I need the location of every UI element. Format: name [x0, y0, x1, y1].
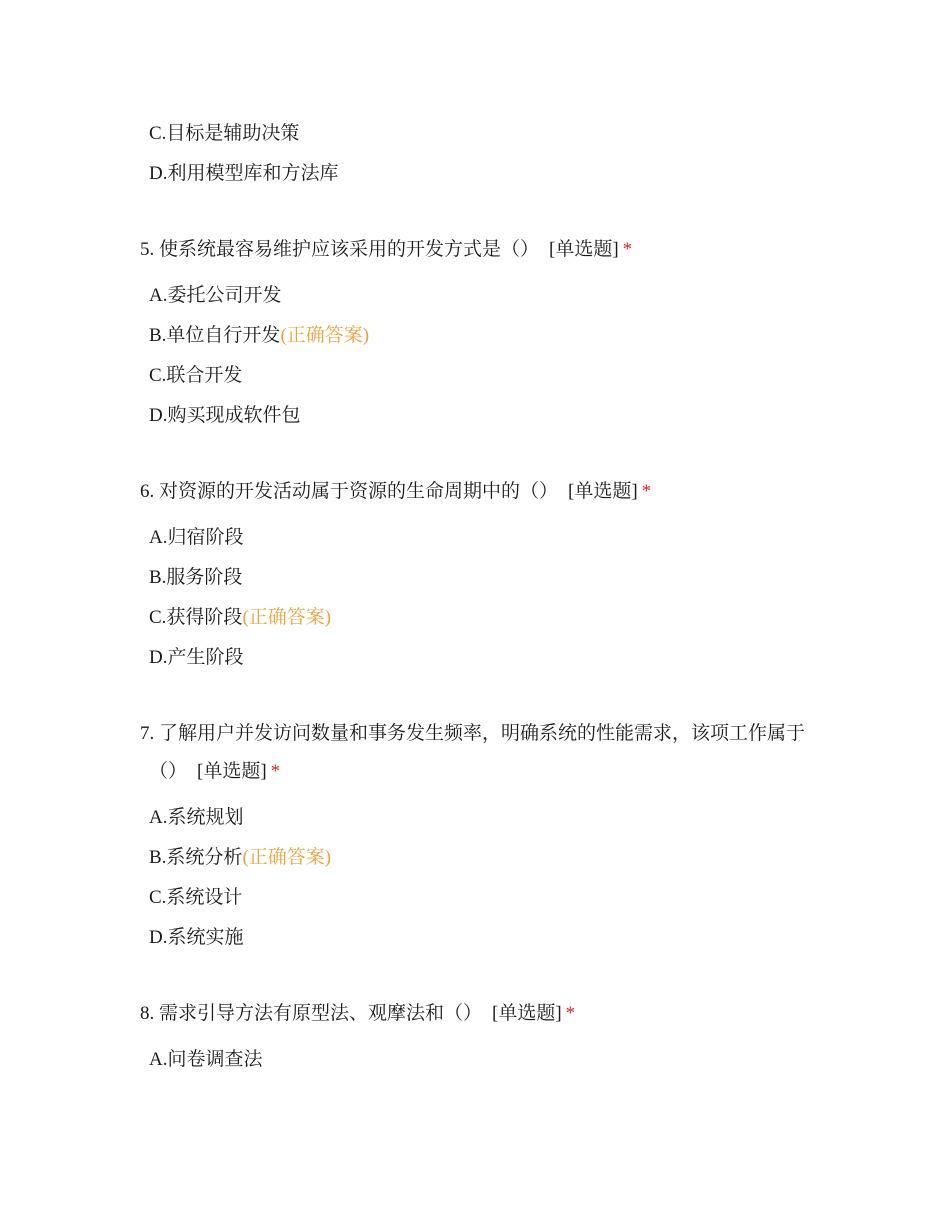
required-mark: *	[641, 481, 652, 502]
question-text: 6. 对资源的开发活动属于资源的生命周期中的（）	[140, 481, 559, 502]
question-text: 5. 使系统最容易维护应该采用的开发方式是（）	[140, 239, 540, 260]
q7-option-b	[149, 846, 331, 870]
q7-option-a	[149, 806, 243, 830]
option-text: A.系统规划	[149, 807, 244, 828]
q7-option-d	[149, 926, 243, 950]
q7-option-c	[149, 886, 242, 910]
question-type: [单选题]	[568, 481, 638, 502]
q8-title	[140, 1002, 575, 1026]
q5-option-b	[149, 324, 369, 348]
q5-option-c	[149, 364, 242, 388]
q6-option-a	[149, 526, 243, 550]
question-text: 7. 了解用户并发访问数量和事务发生频率，明确系统的性能需求，该项工作属于	[140, 723, 806, 744]
option-text: C.目标是辅助决策	[149, 123, 300, 144]
required-mark: *	[270, 761, 281, 782]
q6-title	[140, 480, 651, 504]
q5-option-d	[149, 404, 300, 428]
q6-option-d	[149, 646, 243, 670]
q6-option-c	[149, 606, 331, 630]
question-text: （）	[149, 761, 188, 782]
required-mark: *	[622, 239, 633, 260]
q7-title-continued	[149, 760, 280, 784]
required-mark: *	[565, 1003, 576, 1024]
correct-answer-marker: (正确答案)	[242, 607, 332, 628]
q8-option-a	[149, 1048, 262, 1072]
option-text: C.联合开发	[149, 365, 243, 386]
option-text: A.问卷调查法	[149, 1049, 263, 1070]
option-text: A.委托公司开发	[149, 285, 282, 306]
q6-option-b	[149, 566, 242, 590]
option-text: D.利用模型库和方法库	[149, 163, 339, 184]
option-text: B.服务阶段	[149, 567, 243, 588]
correct-answer-marker: (正确答案)	[242, 847, 332, 868]
question-type: [单选题]	[197, 761, 267, 782]
question-type: [单选题]	[549, 239, 619, 260]
option-text: D.购买现成软件包	[149, 405, 301, 426]
correct-answer-marker: (正确答案)	[280, 325, 370, 346]
question-text: 8. 需求引导方法有原型法、观摩法和（）	[140, 1003, 483, 1024]
q4-option-d	[149, 162, 338, 186]
option-text: C.获得阶段	[149, 607, 243, 628]
q5-option-a	[149, 284, 281, 308]
option-text: B.单位自行开发	[149, 325, 281, 346]
option-text: D.系统实施	[149, 927, 244, 948]
option-text: A.归宿阶段	[149, 527, 244, 548]
question-type: [单选题]	[492, 1003, 562, 1024]
option-text: C.系统设计	[149, 887, 243, 908]
q4-option-c	[149, 122, 299, 146]
q7-title	[140, 722, 805, 746]
option-text: B.系统分析	[149, 847, 243, 868]
q5-title	[140, 238, 632, 262]
option-text: D.产生阶段	[149, 647, 244, 668]
